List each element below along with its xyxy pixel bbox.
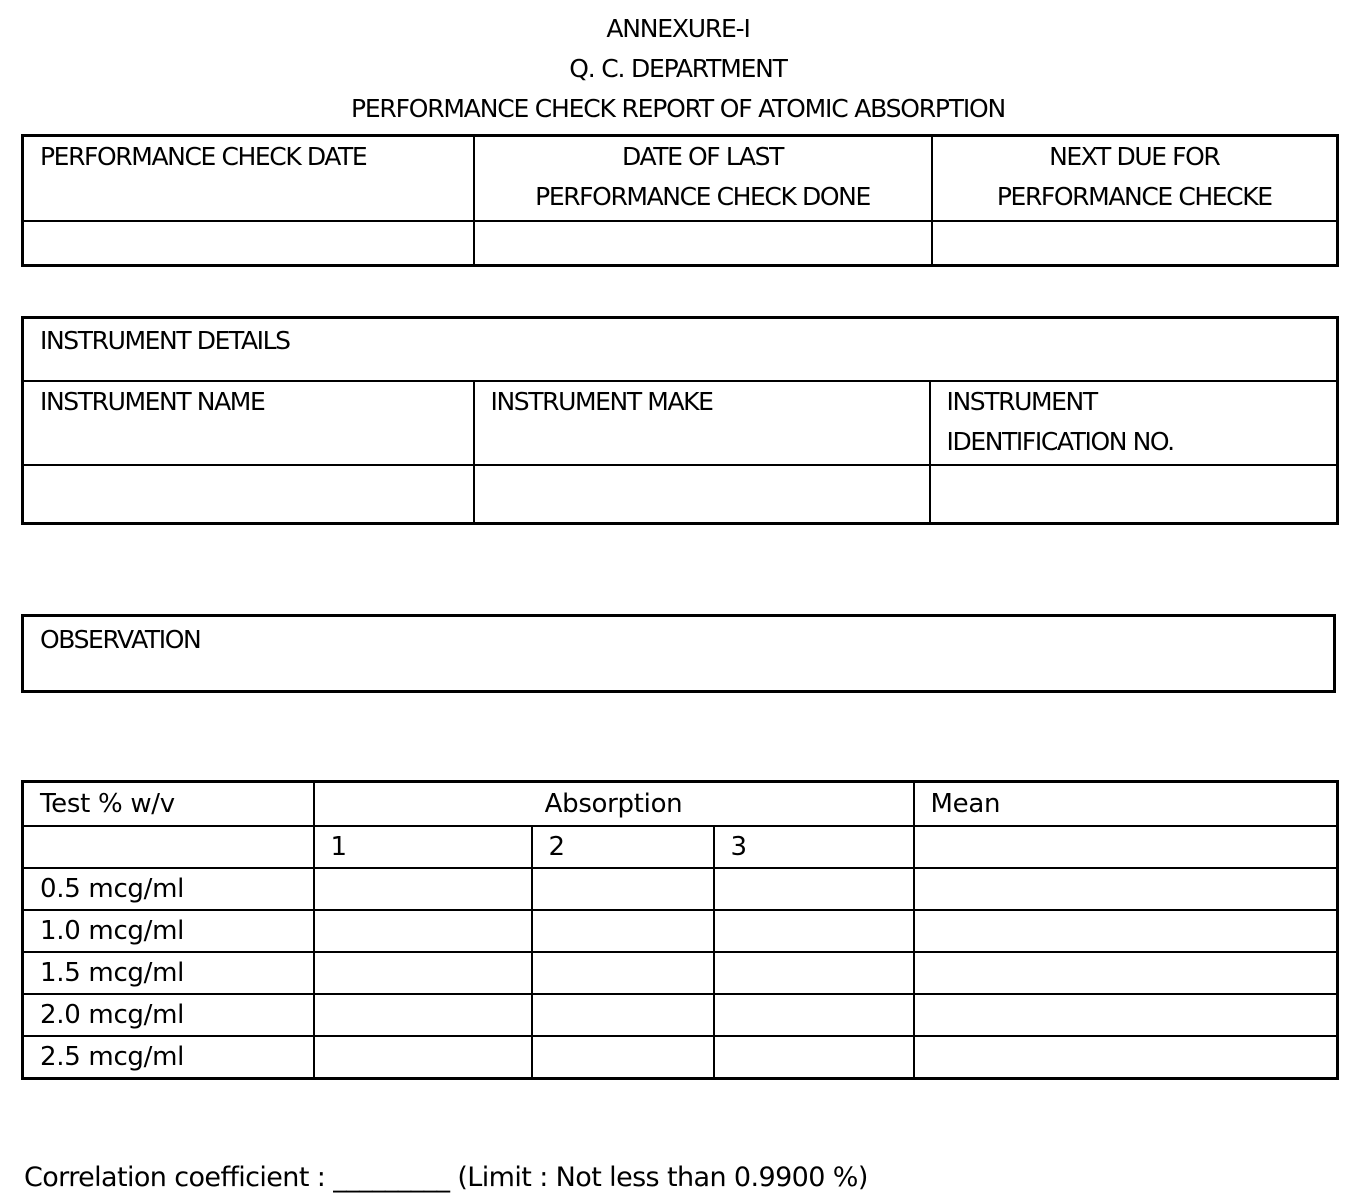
test-subheader-blank (23, 826, 314, 868)
report-title: PERFORMANCE CHECK REPORT OF ATOMIC ABSORPTION (350, 94, 1006, 123)
instrument-name-label: INSTRUMENT NAME (23, 381, 474, 465)
performance-check-date-header: PERFORMANCE CHECK DATE (23, 136, 474, 221)
instrument-details-table (21, 316, 1339, 525)
table-row (23, 994, 1338, 1036)
observation-title: OBSERVATION (23, 616, 1335, 692)
mean-cell[interactable] (914, 1036, 1338, 1079)
mean-subheader-blank (914, 826, 1338, 868)
instrument-details-title: INSTRUMENT DETAILS (23, 318, 1338, 381)
last-check-date-cell[interactable] (474, 221, 932, 266)
test-concentration: 2.5 mcg/ml (23, 1036, 314, 1079)
absorption-cell-1[interactable] (314, 1036, 532, 1079)
table-row (23, 1036, 1338, 1079)
instrument-make-cell[interactable] (474, 465, 930, 524)
table-row (23, 910, 1338, 952)
test-concentration: 2.0 mcg/ml (23, 994, 314, 1036)
instrument-id-cell[interactable] (930, 465, 1338, 524)
instrument-id-label: INSTRUMENT IDENTIFICATION NO. (930, 381, 1338, 465)
performance-check-date-cell[interactable] (23, 221, 474, 266)
mean-cell[interactable] (914, 868, 1338, 910)
absorption-cell-1[interactable] (314, 952, 532, 994)
annexure-heading: ANNEXURE-I (606, 14, 750, 43)
table-row (23, 952, 1338, 994)
absorption-cell-2[interactable] (532, 952, 714, 994)
observation-table (21, 614, 1336, 693)
absorption-cell-1[interactable] (314, 868, 532, 910)
check-dates-table (21, 134, 1339, 267)
absorption-cell-3[interactable] (714, 994, 914, 1036)
department-heading: Q. C. DEPARTMENT (569, 54, 787, 83)
results-table (21, 780, 1339, 1080)
mean-cell[interactable] (914, 910, 1338, 952)
absorption-cell-2[interactable] (532, 1036, 714, 1079)
absorption-cell-3[interactable] (714, 868, 914, 910)
absorption-cell-1[interactable] (314, 994, 532, 1036)
absorption-cell-2[interactable] (532, 994, 714, 1036)
test-concentration: 0.5 mcg/ml (23, 868, 314, 910)
test-concentration: 1.0 mcg/ml (23, 910, 314, 952)
correlation-coefficient-line: Correlation coefficient : _________ (Limit : Not less than 0.9900 %) (24, 1162, 868, 1193)
next-due-header: NEXT DUE FOR PERFORMANCE CHECKE (932, 136, 1338, 221)
mean-cell[interactable] (914, 952, 1338, 994)
mean-cell[interactable] (914, 994, 1338, 1036)
absorption-cell-3[interactable] (714, 1036, 914, 1079)
absorption-subheader-3: 3 (714, 826, 914, 868)
absorption-cell-3[interactable] (714, 910, 914, 952)
absorption-cell-3[interactable] (714, 952, 914, 994)
absorption-cell-1[interactable] (314, 910, 532, 952)
last-check-date-header: DATE OF LAST PERFORMANCE CHECK DONE (474, 136, 932, 221)
test-concentration: 1.5 mcg/ml (23, 952, 314, 994)
instrument-make-label: INSTRUMENT MAKE (474, 381, 930, 465)
test-column-header: Test % w/v (23, 782, 314, 826)
mean-column-header: Mean (914, 782, 1338, 826)
absorption-subheader-2: 2 (532, 826, 714, 868)
absorption-column-header: Absorption (314, 782, 914, 826)
absorption-cell-2[interactable] (532, 868, 714, 910)
absorption-subheader-1: 1 (314, 826, 532, 868)
absorption-cell-2[interactable] (532, 910, 714, 952)
table-row (23, 868, 1338, 910)
next-due-cell[interactable] (932, 221, 1338, 266)
instrument-name-cell[interactable] (23, 465, 474, 524)
